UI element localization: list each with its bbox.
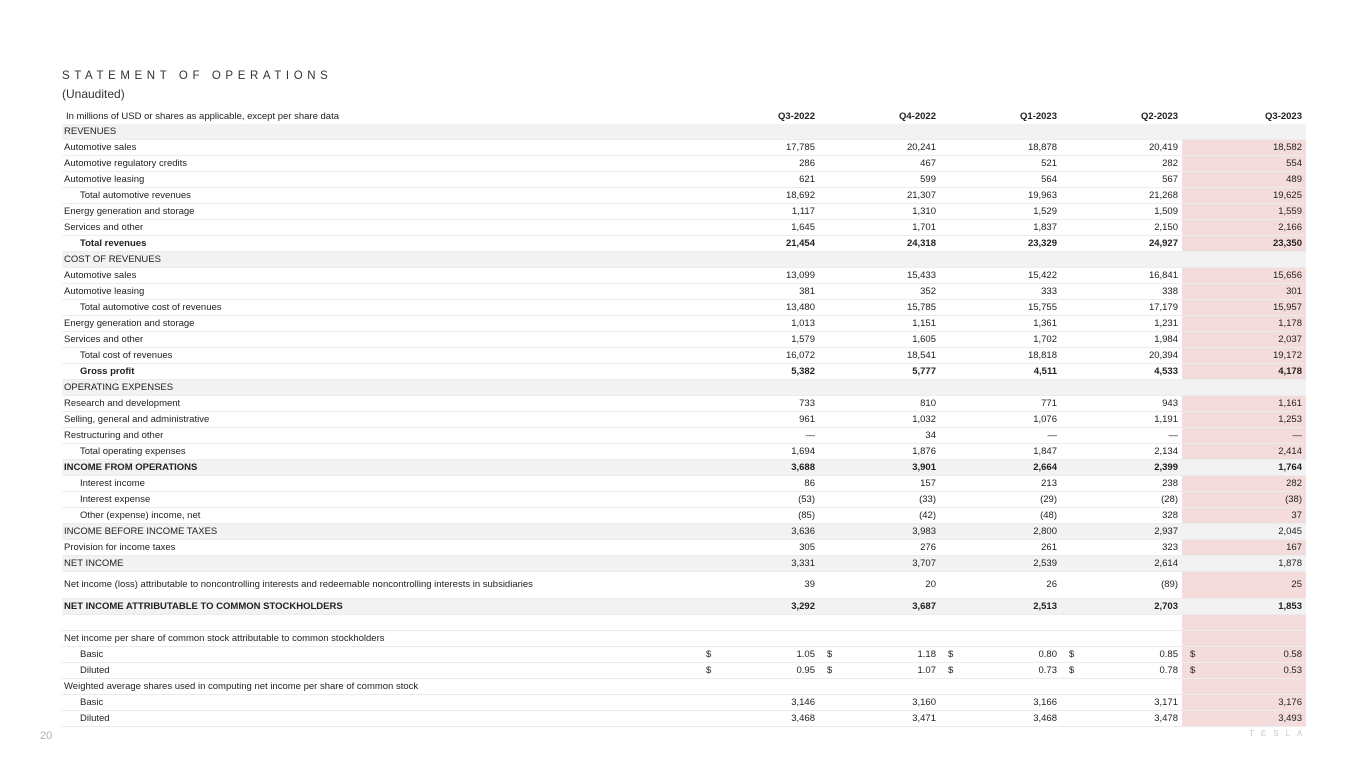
column-header: Q2-2023 [1141, 111, 1178, 122]
row-value [819, 380, 940, 396]
row-value: 1,559 [1182, 204, 1306, 220]
row-value: 1,178 [1182, 316, 1306, 332]
row-value: 554 [1182, 156, 1306, 172]
row-value: 2,664 [940, 460, 1061, 476]
currency-symbol: $ [1069, 665, 1075, 676]
row-value [940, 380, 1061, 396]
row-value: 1,853 [1182, 599, 1306, 615]
row-value [698, 631, 819, 647]
row-value [1061, 631, 1182, 647]
row-label: REVENUES [62, 124, 698, 140]
row-value: 1,310 [819, 204, 940, 220]
row-label: Energy generation and storage [62, 204, 698, 220]
eps-value: 1.07 [917, 665, 936, 676]
row-value: — [1061, 428, 1182, 444]
row-label: Basic [62, 647, 698, 663]
table-row [62, 460, 1306, 476]
tesla-logo: TESLA [1249, 729, 1310, 738]
row-value [1182, 647, 1306, 663]
row-value [698, 663, 819, 679]
row-value [940, 631, 1061, 647]
row-value: 3,688 [698, 460, 819, 476]
row-value: 21,307 [819, 188, 940, 204]
row-value: (29) [940, 492, 1061, 508]
row-value: (85) [698, 508, 819, 524]
row-value: 1,032 [819, 412, 940, 428]
row-value [940, 124, 1061, 140]
row-value: 771 [940, 396, 1061, 412]
row-value [698, 647, 819, 663]
row-value: 733 [698, 396, 819, 412]
table-row [62, 695, 1306, 711]
row-value: 15,422 [940, 268, 1061, 284]
eps-value: 0.78 [1159, 665, 1178, 676]
row-value: 3,901 [819, 460, 940, 476]
row-value: 2,513 [940, 599, 1061, 615]
eps-value: 0.73 [1038, 665, 1057, 676]
table-row [62, 540, 1306, 556]
row-value: 2,150 [1061, 220, 1182, 236]
row-value [819, 252, 940, 268]
row-value: 282 [1061, 156, 1182, 172]
page-title: STATEMENT OF OPERATIONS [62, 70, 333, 82]
row-value: 18,878 [940, 140, 1061, 156]
row-value [940, 679, 1061, 695]
row-value: 1,013 [698, 316, 819, 332]
row-label: Automotive regulatory credits [62, 156, 698, 172]
table-row [62, 380, 1306, 396]
row-value: 2,166 [1182, 220, 1306, 236]
row-label: Automotive leasing [62, 172, 698, 188]
row-value: 3,160 [819, 695, 940, 711]
row-value: 15,785 [819, 300, 940, 316]
row-value: 86 [698, 476, 819, 492]
row-value: 13,099 [698, 268, 819, 284]
row-label: NET INCOME [62, 556, 698, 572]
row-value: 1,509 [1061, 204, 1182, 220]
row-value [1182, 631, 1306, 647]
row-value: 2,614 [1061, 556, 1182, 572]
row-value: 1,876 [819, 444, 940, 460]
row-value [1061, 679, 1182, 695]
table-row [62, 599, 1306, 615]
row-value: 2,399 [1061, 460, 1182, 476]
table-row [62, 663, 1306, 679]
row-value: 13,480 [698, 300, 819, 316]
row-value [698, 124, 819, 140]
currency-symbol: $ [706, 649, 712, 660]
row-value: 1,161 [1182, 396, 1306, 412]
row-value: 25 [1182, 572, 1306, 599]
table-row [62, 268, 1306, 284]
currency-symbol: $ [706, 665, 712, 676]
row-value: (38) [1182, 492, 1306, 508]
row-value: 3,146 [698, 695, 819, 711]
row-value: 16,072 [698, 348, 819, 364]
row-value: 282 [1182, 476, 1306, 492]
row-value: 328 [1061, 508, 1182, 524]
row-value [940, 663, 1061, 679]
row-value: 18,582 [1182, 140, 1306, 156]
currency-symbol: $ [948, 649, 954, 660]
row-value: 567 [1061, 172, 1182, 188]
currency-symbol: $ [1190, 649, 1196, 660]
row-value: 1,984 [1061, 332, 1182, 348]
currency-symbol: $ [1069, 649, 1075, 660]
row-value: 1,529 [940, 204, 1061, 220]
row-value [819, 679, 940, 695]
row-value: 37 [1182, 508, 1306, 524]
table-row [62, 412, 1306, 428]
row-label: Automotive sales [62, 268, 698, 284]
table-row [62, 524, 1306, 540]
page-subtitle: (Unaudited) [62, 87, 125, 101]
row-value [819, 663, 940, 679]
row-value: 19,172 [1182, 348, 1306, 364]
row-value: 1,076 [940, 412, 1061, 428]
row-value [698, 252, 819, 268]
row-value: 323 [1061, 540, 1182, 556]
row-value: (33) [819, 492, 940, 508]
table-row [62, 679, 1306, 695]
row-value: 1,764 [1182, 460, 1306, 476]
row-value: 39 [698, 572, 819, 599]
row-value: 1,579 [698, 332, 819, 348]
row-value: 3,636 [698, 524, 819, 540]
table-row [62, 332, 1306, 348]
row-value: 1,878 [1182, 556, 1306, 572]
row-value: 1,151 [819, 316, 940, 332]
row-value: 3,331 [698, 556, 819, 572]
row-value: 26 [940, 572, 1061, 599]
row-value: 167 [1182, 540, 1306, 556]
row-value: 157 [819, 476, 940, 492]
row-value: 1,117 [698, 204, 819, 220]
row-value: 2,037 [1182, 332, 1306, 348]
row-value: 3,171 [1061, 695, 1182, 711]
row-value: 24,927 [1061, 236, 1182, 252]
row-value: 333 [940, 284, 1061, 300]
row-value: 1,701 [819, 220, 940, 236]
row-value [1061, 380, 1182, 396]
row-label: Interest income [62, 476, 698, 492]
table-row [62, 124, 1306, 140]
column-header: Q3-2023 [1265, 111, 1302, 122]
row-value [819, 615, 940, 631]
row-value: 1,361 [940, 316, 1061, 332]
statement-of-operations-table [62, 109, 1306, 727]
row-label: Total automotive cost of revenues [62, 300, 698, 316]
table-row [62, 428, 1306, 444]
row-value: 34 [819, 428, 940, 444]
row-value: (89) [1061, 572, 1182, 599]
row-value: 3,478 [1061, 711, 1182, 727]
row-value: 2,703 [1061, 599, 1182, 615]
unit-label: In millions of USD or shares as applicable, except per share data [66, 111, 339, 122]
row-value: 2,800 [940, 524, 1061, 540]
table-row [62, 300, 1306, 316]
row-value [1061, 647, 1182, 663]
row-value: 381 [698, 284, 819, 300]
table-row [62, 204, 1306, 220]
table-row [62, 476, 1306, 492]
row-label: Gross profit [62, 364, 698, 380]
row-label: NET INCOME ATTRIBUTABLE TO COMMON STOCKHOLDERS [62, 599, 698, 615]
row-value: 1,253 [1182, 412, 1306, 428]
row-label: Diluted [62, 663, 698, 679]
row-value [1061, 615, 1182, 631]
row-value: 261 [940, 540, 1061, 556]
row-value: (53) [698, 492, 819, 508]
row-value: 467 [819, 156, 940, 172]
row-value: 1,231 [1061, 316, 1182, 332]
table-row [62, 252, 1306, 268]
row-value: 24,318 [819, 236, 940, 252]
row-label [62, 615, 698, 631]
row-value [819, 124, 940, 140]
row-value: 521 [940, 156, 1061, 172]
row-value: 3,707 [819, 556, 940, 572]
row-value [1182, 679, 1306, 695]
table-row [62, 188, 1306, 204]
row-value: 19,625 [1182, 188, 1306, 204]
row-value: 305 [698, 540, 819, 556]
table-row [62, 364, 1306, 380]
row-value: 15,755 [940, 300, 1061, 316]
row-value: 3,292 [698, 599, 819, 615]
row-value: 1,702 [940, 332, 1061, 348]
table-row [62, 444, 1306, 460]
row-value: 286 [698, 156, 819, 172]
row-value: 213 [940, 476, 1061, 492]
row-value: 2,134 [1061, 444, 1182, 460]
row-value: 3,493 [1182, 711, 1306, 727]
row-value [1182, 124, 1306, 140]
row-value: 489 [1182, 172, 1306, 188]
row-value: 4,178 [1182, 364, 1306, 380]
row-value [940, 252, 1061, 268]
table-row [62, 508, 1306, 524]
row-value: 16,841 [1061, 268, 1182, 284]
row-value: 18,541 [819, 348, 940, 364]
row-value: 3,176 [1182, 695, 1306, 711]
row-value: 23,350 [1182, 236, 1306, 252]
row-value: — [940, 428, 1061, 444]
row-value: 23,329 [940, 236, 1061, 252]
row-value: (42) [819, 508, 940, 524]
row-label: Energy generation and storage [62, 316, 698, 332]
row-value: 3,468 [940, 711, 1061, 727]
table-row [62, 711, 1306, 727]
row-value: 18,692 [698, 188, 819, 204]
currency-symbol: $ [827, 649, 833, 660]
table-body [62, 124, 1306, 727]
row-value: 20,419 [1061, 140, 1182, 156]
row-value [1182, 252, 1306, 268]
column-header: Q4-2022 [899, 111, 936, 122]
row-value: 5,777 [819, 364, 940, 380]
row-value: 15,433 [819, 268, 940, 284]
row-value: 3,166 [940, 695, 1061, 711]
row-label: Restructuring and other [62, 428, 698, 444]
row-value: 961 [698, 412, 819, 428]
row-value: 238 [1061, 476, 1182, 492]
row-label: OPERATING EXPENSES [62, 380, 698, 396]
row-label: Selling, general and administrative [62, 412, 698, 428]
row-value: 15,656 [1182, 268, 1306, 284]
row-value: 15,957 [1182, 300, 1306, 316]
table-row [62, 631, 1306, 647]
row-value [940, 615, 1061, 631]
row-label: Basic [62, 695, 698, 711]
row-label: Net income (loss) attributable to noncontrolling interests and redeemable noncontrolling interests in subsidiaries [62, 572, 698, 599]
row-value [819, 631, 940, 647]
row-label: Total operating expenses [62, 444, 698, 460]
row-label: Total cost of revenues [62, 348, 698, 364]
row-value: 5,382 [698, 364, 819, 380]
row-value: 1,837 [940, 220, 1061, 236]
row-value [1182, 663, 1306, 679]
row-label: Other (expense) income, net [62, 508, 698, 524]
row-label: Net income per share of common stock attributable to common stockholders [62, 631, 698, 647]
row-label: COST OF REVENUES [62, 252, 698, 268]
currency-symbol: $ [1190, 665, 1196, 676]
table-row [62, 316, 1306, 332]
row-value: — [698, 428, 819, 444]
row-label: Automotive leasing [62, 284, 698, 300]
row-value: 3,468 [698, 711, 819, 727]
row-value: 17,179 [1061, 300, 1182, 316]
row-value: 621 [698, 172, 819, 188]
row-value: 3,687 [819, 599, 940, 615]
row-label: Total automotive revenues [62, 188, 698, 204]
row-value [940, 647, 1061, 663]
currency-symbol: $ [948, 665, 954, 676]
row-value: 352 [819, 284, 940, 300]
row-value: 338 [1061, 284, 1182, 300]
table-row [62, 615, 1306, 631]
row-label: INCOME FROM OPERATIONS [62, 460, 698, 476]
table-row [62, 284, 1306, 300]
currency-symbol: $ [827, 665, 833, 676]
row-value: 20 [819, 572, 940, 599]
row-value [698, 380, 819, 396]
row-value: 1,191 [1061, 412, 1182, 428]
table-row [62, 492, 1306, 508]
row-value: 20,394 [1061, 348, 1182, 364]
row-value: 943 [1061, 396, 1182, 412]
table-row [62, 172, 1306, 188]
table-row [62, 156, 1306, 172]
eps-value: 0.95 [796, 665, 815, 676]
eps-value: 0.58 [1283, 649, 1302, 660]
column-header: Q1-2023 [1020, 111, 1057, 122]
row-label: Services and other [62, 220, 698, 236]
row-label: Services and other [62, 332, 698, 348]
row-value: 3,983 [819, 524, 940, 540]
table-row [62, 556, 1306, 572]
table-header-row [62, 109, 1306, 124]
row-value [1182, 380, 1306, 396]
row-value: 19,963 [940, 188, 1061, 204]
row-value: 21,454 [698, 236, 819, 252]
row-value: 1,605 [819, 332, 940, 348]
row-value: 18,818 [940, 348, 1061, 364]
table-row [62, 647, 1306, 663]
row-value: 301 [1182, 284, 1306, 300]
row-value: (28) [1061, 492, 1182, 508]
row-label: Weighted average shares used in computing net income per share of common stock [62, 679, 698, 695]
row-value: 2,045 [1182, 524, 1306, 540]
eps-value: 0.85 [1159, 649, 1178, 660]
row-value [1182, 615, 1306, 631]
row-value: 2,937 [1061, 524, 1182, 540]
page-number: 20 [40, 730, 53, 742]
row-value: 3,471 [819, 711, 940, 727]
row-value [698, 615, 819, 631]
row-value: 4,511 [940, 364, 1061, 380]
row-value: 1,645 [698, 220, 819, 236]
row-label: Diluted [62, 711, 698, 727]
row-value [698, 679, 819, 695]
row-label: Interest expense [62, 492, 698, 508]
eps-value: 0.80 [1038, 649, 1057, 660]
eps-value: 0.53 [1283, 665, 1302, 676]
table-row [62, 572, 1306, 599]
table-row [62, 396, 1306, 412]
row-value: 4,533 [1061, 364, 1182, 380]
row-value: 276 [819, 540, 940, 556]
row-label: Automotive sales [62, 140, 698, 156]
row-value [1061, 663, 1182, 679]
row-value: 21,268 [1061, 188, 1182, 204]
row-label: INCOME BEFORE INCOME TAXES [62, 524, 698, 540]
row-value: 2,414 [1182, 444, 1306, 460]
row-value [1061, 252, 1182, 268]
row-label: Research and development [62, 396, 698, 412]
row-value [1061, 124, 1182, 140]
row-value: (48) [940, 508, 1061, 524]
row-value: 599 [819, 172, 940, 188]
row-value: 1,694 [698, 444, 819, 460]
table-row [62, 140, 1306, 156]
eps-value: 1.18 [917, 649, 936, 660]
row-value [819, 647, 940, 663]
row-value: 810 [819, 396, 940, 412]
row-value: 2,539 [940, 556, 1061, 572]
row-value: — [1182, 428, 1306, 444]
row-value: 17,785 [698, 140, 819, 156]
table-row [62, 348, 1306, 364]
column-header: Q3-2022 [778, 111, 815, 122]
eps-value: 1.05 [796, 649, 815, 660]
table-row [62, 220, 1306, 236]
row-value: 564 [940, 172, 1061, 188]
row-value: 20,241 [819, 140, 940, 156]
row-label: Total revenues [62, 236, 698, 252]
row-label: Provision for income taxes [62, 540, 698, 556]
table-row [62, 236, 1306, 252]
row-value: 1,847 [940, 444, 1061, 460]
